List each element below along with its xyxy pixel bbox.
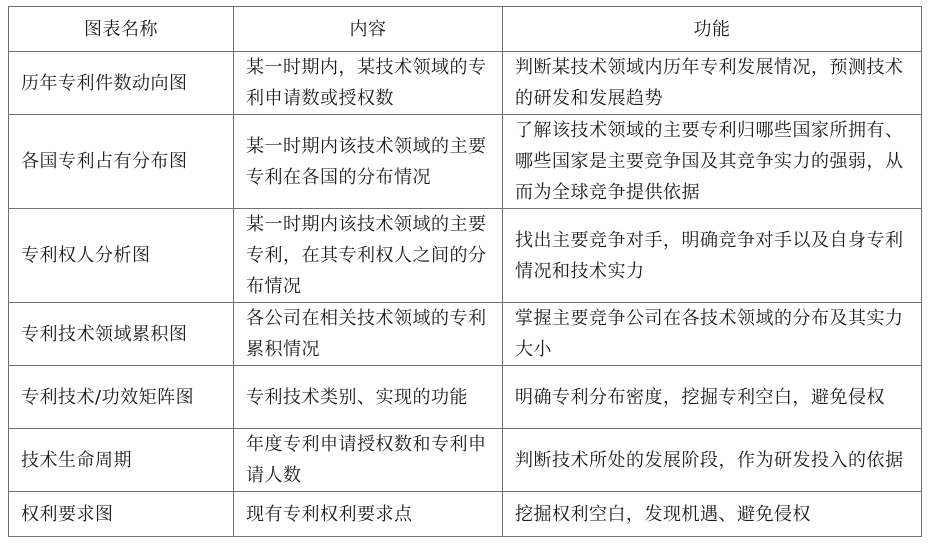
header-function: 功能	[503, 7, 922, 52]
row-chart-name: 技术生命周期	[9, 429, 234, 492]
header-content: 内容	[234, 7, 503, 52]
table-row	[9, 115, 922, 209]
row-function: 找出主要竞争对手，明确竞争对手以及自身专利情况和技术实力	[503, 209, 922, 303]
row-chart-name: 专利权人分析图	[9, 209, 234, 303]
row-content: 各公司在相关技术领域的专利累积情况	[234, 303, 503, 366]
header-chart-name: 图表名称	[9, 7, 234, 52]
table-row	[9, 429, 922, 492]
row-function: 判断某技术领域内历年专利发展情况，预测技术的研发和发展趋势	[503, 52, 922, 115]
row-function: 判断技术所处的发展阶段，作为研发投入的依据	[503, 429, 922, 492]
row-content: 某一时期内该技术领域的主要专利在各国的分布情况	[234, 115, 503, 209]
row-content: 专利技术类别、实现的功能	[234, 366, 503, 429]
row-function: 挖掘权利空白，发现机遇、避免侵权	[503, 492, 922, 537]
table-row	[9, 209, 922, 303]
row-function: 明确专利分布密度，挖掘专利空白，避免侵权	[503, 366, 922, 429]
header-row	[9, 7, 922, 52]
row-chart-name: 历年专利件数动向图	[9, 52, 234, 115]
row-function: 掌握主要竞争公司在各技术领域的分布及其实力大小	[503, 303, 922, 366]
table-row	[9, 303, 922, 366]
row-content: 某一时期内该技术领域的主要专利，在其专利权人之间的分布情况	[234, 209, 503, 303]
table-row	[9, 492, 922, 537]
row-chart-name: 各国专利占有分布图	[9, 115, 234, 209]
patent-chart-table	[8, 6, 922, 537]
table-row	[9, 52, 922, 115]
row-content: 年度专利申请授权数和专利申请人数	[234, 429, 503, 492]
row-content: 某一时期内，某技术领域的专利申请数或授权数	[234, 52, 503, 115]
row-chart-name: 专利技术领域累积图	[9, 303, 234, 366]
row-content: 现有专利权利要求点	[234, 492, 503, 537]
table-header	[9, 7, 922, 52]
row-chart-name: 专利技术/功效矩阵图	[9, 366, 234, 429]
table-body	[9, 52, 922, 537]
row-chart-name: 权利要求图	[9, 492, 234, 537]
row-function: 了解该技术领域的主要专利归哪些国家所拥有、哪些国家是主要竞争国及其竞争实力的强弱，从而为全球竞争提供依据	[503, 115, 922, 209]
table-row	[9, 366, 922, 429]
